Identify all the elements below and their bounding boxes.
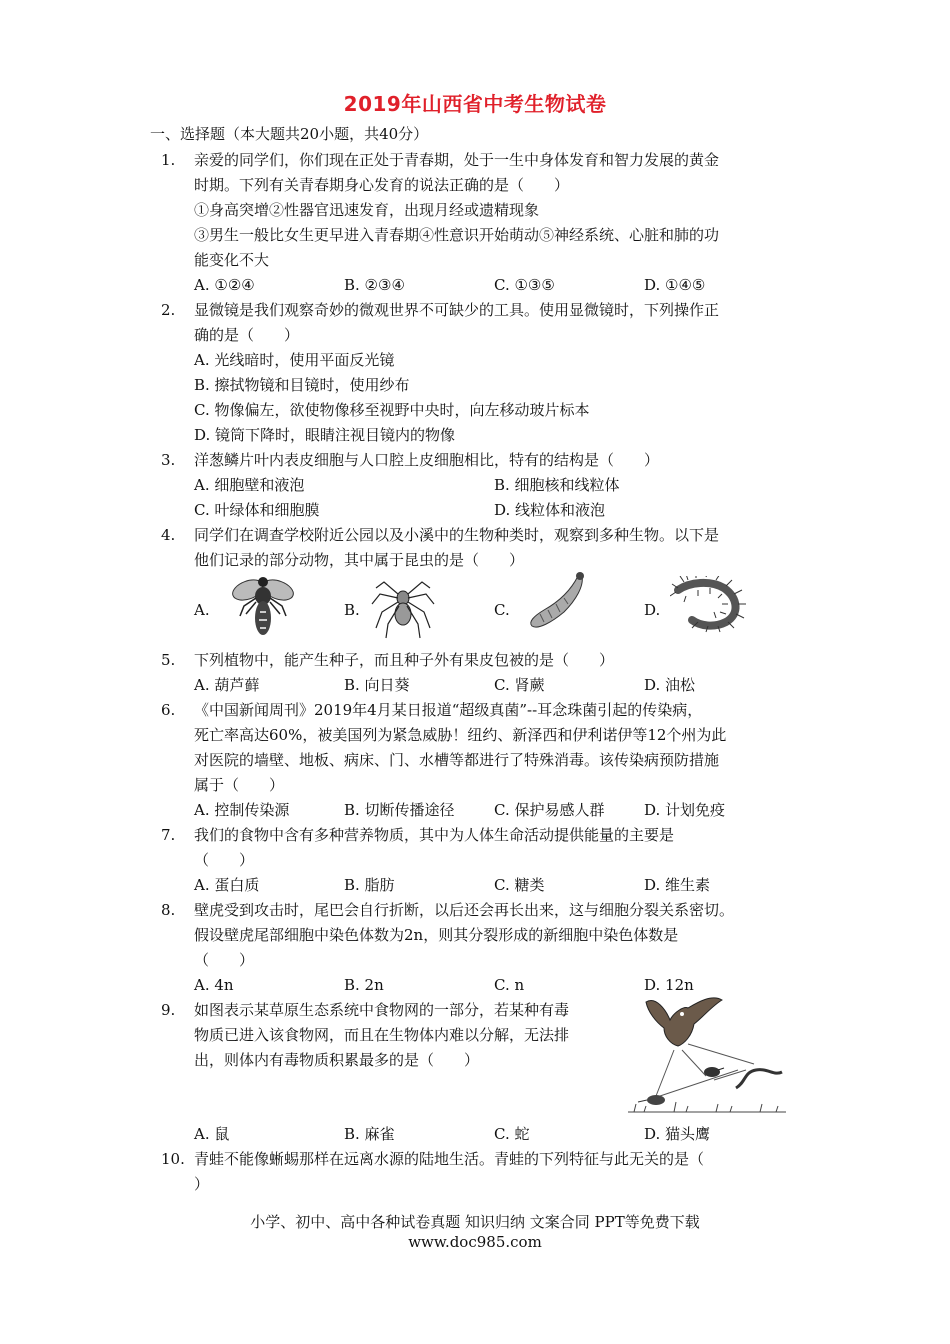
question-text: 对医院的墙壁、地板、病床、门、水槽等都进行了特殊消毒。该传染病预防措施 (194, 751, 720, 769)
option-c: C. n (494, 976, 525, 994)
option-a: A. 控制传染源 (194, 801, 290, 819)
option-d: D. 12n (644, 976, 694, 994)
question-text: ①身高突增②性器官迅速发育，出现月经或遗精现象 (194, 201, 540, 219)
question-text: 物质已进入该食物网，而且在生物体内难以分解，无法排 (194, 1026, 570, 1044)
question-text: ） (194, 1175, 210, 1193)
question-number: 10. (161, 1150, 185, 1168)
question-number: 9. (161, 1001, 176, 1019)
question-text: 他们记录的部分动物，其中属于昆虫的是（ ） (194, 551, 525, 569)
option-d: D. ①④⑤ (644, 276, 706, 294)
question-text: ③男生一般比女生更早进入青春期④性意识开始萌动⑤神经系统、心脏和肺的功 (194, 226, 720, 244)
option-a: A. 细胞壁和液泡 (194, 476, 305, 494)
option-c: C. 肾蕨 (494, 676, 545, 694)
question-text: 显微镜是我们观察奇妙的微观世界不可缺少的工具。使用显微镜时，下列操作正 (194, 301, 720, 319)
option-b: B. 2n (344, 976, 384, 994)
option-c: C. ①③⑤ (494, 276, 555, 294)
question-text: （ ） (194, 851, 255, 869)
option-b: B. 脂肪 (344, 876, 395, 894)
question-text: 假设壁虎尾部细胞中染色体数为2n，则其分裂形成的新细胞中染色体数是 (194, 926, 679, 944)
question-number: 8. (161, 901, 176, 919)
option-b: B. (344, 601, 360, 619)
question-text: 壁虎受到攻击时，尾巴会自行折断，以后还会再长出来，这与细胞分裂关系密切。 (194, 901, 735, 919)
option-d: D. 猫头鹰 (644, 1125, 711, 1143)
question-text: 死亡率高达60%，被美国列为紧急威胁！纽约、新泽西和伊利诺伊等12个州为此 (194, 726, 727, 744)
larva-illustration (522, 570, 592, 632)
centipede-illustration (670, 576, 750, 634)
question-text: 时期。下列有关青春期身心发育的说法正确的是（ ） (194, 176, 570, 194)
question-text: 确的是（ ） (194, 326, 300, 344)
question-number: 3. (161, 451, 176, 469)
question-text: 亲爱的同学们，你们现在正处于青春期，处于一生中身体发育和智力发展的黄金 (194, 151, 720, 169)
spider-illustration (370, 574, 436, 640)
option-d: D. 镜筒下降时，眼睛注视目镜内的物像 (194, 426, 456, 444)
question-number: 7. (161, 826, 176, 844)
bee-illustration (228, 572, 298, 640)
option-a: A. (194, 601, 210, 619)
option-d: D. (644, 601, 661, 619)
option-a: A. ①②④ (194, 276, 255, 294)
option-c: C. 糖类 (494, 876, 545, 894)
option-a: A. 4n (194, 976, 234, 994)
question-text: 出，则体内有毒物质积累最多的是（ ） (194, 1051, 480, 1069)
option-a: A. 鼠 (194, 1125, 230, 1143)
option-c: C. 保护易感人群 (494, 801, 605, 819)
option-d: D. 维生素 (644, 876, 711, 894)
question-number: 2. (161, 301, 176, 319)
question-text: （ ） (194, 951, 255, 969)
option-b: B. 擦拭物镜和目镜时，使用纱布 (194, 376, 410, 394)
option-c: C. 蛇 (494, 1125, 530, 1143)
question-text: 属于（ ） (194, 776, 285, 794)
question-text: 我们的食物中含有多种营养物质，其中为人体生命活动提供能量的主要是 (194, 826, 675, 844)
section-heading: 一、选择题（本大题共20小题，共40分） (150, 125, 429, 143)
question-text: 下列植物中，能产生种子，而且种子外有果皮包被的是（ ） (194, 651, 615, 669)
option-c: C. 物像偏左，欲使物像移至视野中央时，向左移动玻片标本 (194, 401, 590, 419)
option-b: B. 向日葵 (344, 676, 410, 694)
option-d: D. 线粒体和液泡 (494, 501, 606, 519)
option-b: B. 切断传播途径 (344, 801, 455, 819)
option-c: C. 叶绿体和细胞膜 (194, 501, 320, 519)
option-d: D. 计划免疫 (644, 801, 726, 819)
option-d: D. 油松 (644, 676, 696, 694)
question-text: 青蛙不能像蜥蜴那样在远离水源的陆地生活。青蛙的下列特征与此无关的是（ (194, 1150, 705, 1168)
footer-url[interactable]: www.doc985.com (408, 1233, 542, 1251)
food-web-illustration (626, 992, 786, 1114)
question-text: 如图表示某草原生态系统中食物网的一部分，若某种有毒 (194, 1001, 570, 1019)
question-text: 同学们在调查学校附近公园以及小溪中的生物种类时，观察到多种生物。以下是 (194, 526, 720, 544)
question-text: 《中国新闻周刊》2019年4月某日报道“超级真菌”--耳念珠菌引起的传染病， (194, 701, 703, 719)
question-number: 6. (161, 701, 176, 719)
question-number: 4. (161, 526, 176, 544)
page-title: 2019年山西省中考生物试卷 (343, 92, 607, 116)
footer-text: 小学、初中、高中各种试卷真题 知识归纳 文案合同 PPT等免费下载 (250, 1213, 700, 1231)
question-text: 能变化不大 (194, 251, 270, 269)
option-c: C. (494, 601, 510, 619)
question-text: 洋葱鳞片叶内表皮细胞与人口腔上皮细胞相比，特有的结构是（ ） (194, 451, 660, 469)
option-b: B. 细胞核和线粒体 (494, 476, 620, 494)
option-b: B. ②③④ (344, 276, 405, 294)
option-a: A. 葫芦藓 (194, 676, 260, 694)
question-number: 1. (161, 151, 176, 169)
option-a: A. 蛋白质 (194, 876, 260, 894)
question-number: 5. (161, 651, 176, 669)
option-b: B. 麻雀 (344, 1125, 395, 1143)
option-a: A. 光线暗时，使用平面反光镜 (194, 351, 395, 369)
